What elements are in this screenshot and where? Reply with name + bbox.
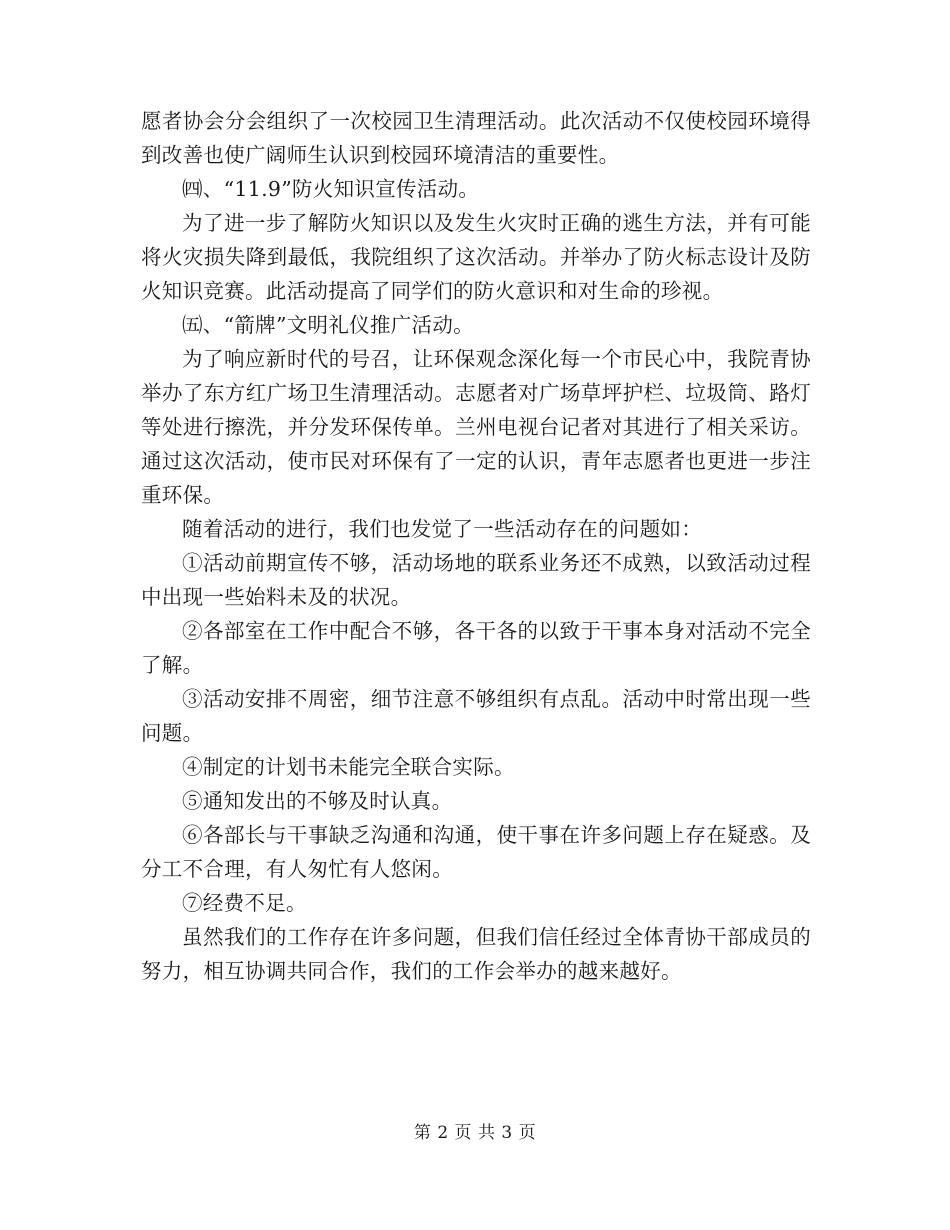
- list-item: ⑤通知发出的不够及时认真。: [182, 789, 453, 813]
- paragraph-conclusion: 虽然我们的工作存在许多问题，但我们信任经过全体青协干部成员的努力，相互协调共同合作，我们的工作会举办的越来越好。: [141, 925, 811, 983]
- list-item: ③活动安排不周密，细节注意不够组织有点乱。活动中时常出现一些问题。: [141, 687, 811, 745]
- paragraph-fire-safety: 为了进一步了解防火知识以及发生火灾时正确的逃生方法，并有可能将火灾损失降到最低，我院组织了这次活动。并举办了防火标志设计及防火知识竞赛。此活动提高了同学们的防火意识和对生命的珍视。: [141, 211, 811, 303]
- paragraph-1: 愿者协会分会组织了一次校园卫生清理活动。此次活动不仅使校园环境得到改善也使广阔师生认识到校园环境清洁的重要性。: [141, 109, 811, 167]
- heading-fire-safety: ㈣、“11.9”防火知识宣传活动。: [182, 177, 480, 201]
- document-body: [141, 104, 811, 988]
- heading-etiquette: ㈤、“箭牌”文明礼仪推广活动。: [182, 313, 474, 337]
- paragraph-problems-intro: 随着活动的进行，我们也发觉了一些活动存在的问题如：: [182, 517, 702, 541]
- list-item: ④制定的计划书未能完全联合实际。: [182, 755, 515, 779]
- list-item: ②各部室在工作中配合不够，各干各的以致于干事本身对活动不完全了解。: [141, 619, 811, 677]
- page-number-footer: 第 2 页 共 3 页: [413, 1123, 537, 1143]
- list-item: ①活动前期宣传不够，活动场地的联系业务还不成熟，以致活动过程中出现一些始料未及的状况。: [141, 551, 811, 609]
- paragraph-etiquette: 为了响应新时代的号召，让环保观念深化每一个市民心中，我院青协举办了东方红广场卫生清理活动。志愿者对广场草坪护栏、垃圾筒、路灯等处进行擦洗，并分发环保传单。兰州电视台记者对其进行了相关采访。通过这次活动，使市民对环保有了一定的认识，青年志愿者也更进一步注重环保。: [141, 347, 811, 507]
- list-item: ⑦经费不足。: [182, 891, 307, 915]
- list-item: ⑥各部长与干事缺乏沟通和沟通，使干事在许多问题上存在疑惑。及分工不合理，有人匆忙有人悠闲。: [141, 823, 811, 881]
